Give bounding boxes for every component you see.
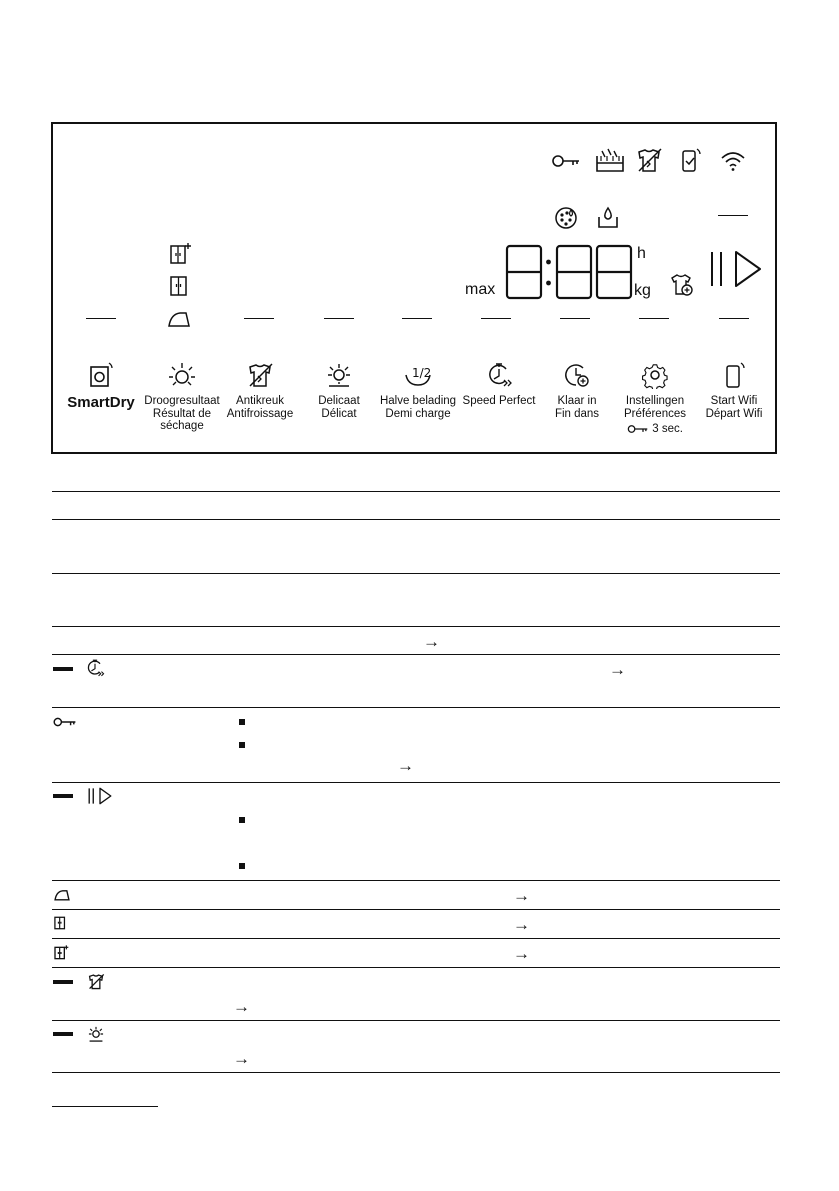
list-bullet — [239, 742, 245, 748]
delicate-sun-icon — [87, 1025, 105, 1043]
time-display — [504, 243, 634, 301]
arrow: → — [513, 944, 530, 963]
finishin-button[interactable] — [537, 361, 617, 420]
table-rule — [52, 519, 780, 520]
dryness-label: Droogresultaat Résultat de séchage — [144, 395, 220, 432]
anti-crease-icon — [635, 147, 663, 173]
table-rule — [52, 1072, 780, 1073]
key-icon — [53, 716, 77, 728]
key-icon — [627, 424, 649, 434]
kg-unit: kg — [634, 282, 651, 299]
smartdry-button[interactable] — [61, 361, 141, 411]
table-rule — [52, 573, 780, 574]
arrow: → — [423, 632, 440, 651]
remote-start-phone-icon — [721, 361, 747, 389]
cupboard-dry-plus-icon — [53, 944, 69, 960]
speedperfect-label: Speed Perfect — [462, 395, 536, 407]
gear-icon — [641, 361, 669, 389]
arrow: → — [233, 1049, 250, 1068]
smartdry-label: SmartDry — [67, 394, 135, 411]
condenser-icon — [595, 205, 621, 231]
indicator-bar — [53, 667, 73, 671]
settings-label: Instellingen Préférences 3 sec. — [623, 395, 686, 435]
arrow: → — [397, 756, 414, 775]
table-rule — [52, 491, 780, 492]
anti-crease-icon — [246, 361, 274, 389]
table-rule — [52, 626, 780, 627]
max-label: max — [465, 281, 496, 298]
list-bullet — [239, 719, 245, 725]
halfload-button[interactable] — [378, 361, 458, 420]
table-rule — [52, 654, 780, 655]
cupboard-dry-plus-icon — [168, 241, 192, 265]
speed-perfect-icon — [485, 361, 513, 389]
anticrease-label: Antikreuk Antifroissage — [226, 395, 294, 420]
button-indicator — [560, 318, 590, 319]
list-bullet — [239, 863, 245, 869]
cupboard-dry-icon — [168, 274, 190, 298]
anticrease-button[interactable] — [220, 361, 300, 420]
delicate-button[interactable] — [299, 361, 379, 420]
table-rule — [52, 1020, 780, 1021]
wifi-icon — [720, 150, 746, 172]
start-pause-icon — [86, 787, 114, 805]
indicator-bar — [53, 794, 73, 798]
laundry-added-icon — [669, 272, 695, 298]
button-indicator — [481, 318, 511, 319]
remote-start-icon — [679, 146, 703, 174]
anti-crease-icon — [87, 973, 105, 990]
hours-unit: h — [637, 245, 646, 262]
indicator-bar — [53, 1032, 73, 1036]
table-rule — [52, 707, 780, 708]
smartdry-icon — [88, 361, 114, 389]
startwifi-label: Start Wifi Départ Wifi — [705, 395, 763, 420]
button-indicator — [86, 318, 116, 319]
table-rule — [52, 938, 780, 939]
speedperfect-button[interactable] — [459, 361, 539, 408]
button-indicator — [244, 318, 274, 319]
startwifi-button[interactable] — [694, 361, 774, 420]
sun-icon — [168, 361, 196, 389]
dryness-button[interactable] — [142, 361, 222, 433]
arrow: → — [233, 997, 250, 1016]
finish-in-icon — [563, 361, 591, 389]
list-bullet — [239, 817, 245, 823]
delicate-label: Delicaat Délicat — [318, 395, 360, 420]
key-lock-duration: 3 sec. — [652, 423, 683, 435]
table-rule — [52, 880, 780, 881]
arrow: → — [513, 915, 530, 934]
svg-text:1/2: 1/2 — [412, 366, 432, 380]
key-icon — [551, 149, 581, 173]
start-pause-indicator-icon — [709, 249, 763, 289]
arrow: → — [609, 660, 626, 679]
footnote-rule — [52, 1106, 158, 1107]
cupboard-dry-icon — [53, 915, 67, 931]
button-indicator — [719, 318, 749, 319]
table-rule — [52, 782, 780, 783]
speed-perfect-icon — [85, 658, 105, 678]
half-load-icon — [403, 361, 433, 389]
remote-start-indicator — [718, 215, 748, 216]
water-tank-icon — [594, 146, 626, 174]
iron-dry-icon — [53, 888, 71, 902]
filter-icon — [553, 205, 579, 231]
finishin-label: Klaar in Fin dans — [554, 395, 600, 420]
iron-dry-icon — [166, 309, 192, 329]
arrow: → — [513, 886, 530, 905]
halfload-label: Halve belading Demi charge — [379, 395, 457, 420]
indicator-bar — [53, 980, 73, 984]
settings-button[interactable] — [615, 361, 695, 436]
table-rule — [52, 967, 780, 968]
button-indicator — [402, 318, 432, 319]
table-rule — [52, 909, 780, 910]
button-indicator — [639, 318, 669, 319]
button-indicator — [324, 318, 354, 319]
delicate-sun-icon — [325, 361, 353, 389]
